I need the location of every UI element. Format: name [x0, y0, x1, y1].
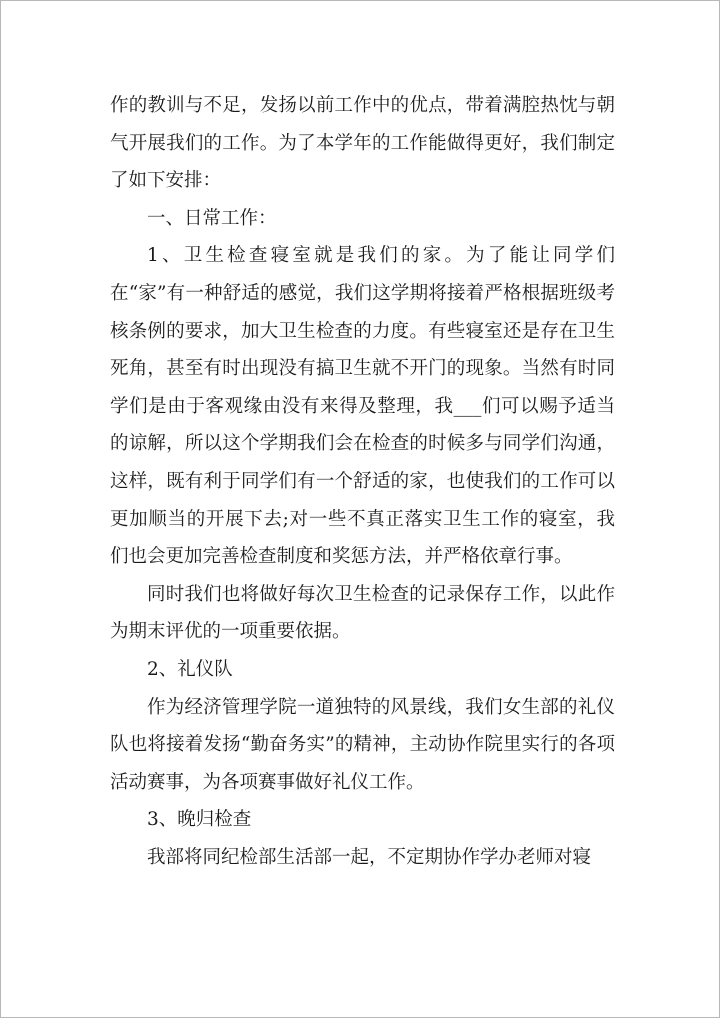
paragraph: 我部将同纪检部生活部一起，不定期协作学办老师对寝 — [147, 846, 592, 868]
document-body — [110, 87, 615, 876]
section-heading-daily-work: 一、日常工作： — [147, 207, 277, 229]
subheading-late-return-check: 3、晚归检查 — [147, 809, 252, 831]
paragraph: 作的教训与不足，发扬以前工作中的优点，带着满腔热忱与朝气开展我们的工作。为了本学年的工作能做得更好，我们制定了如下安排： — [110, 95, 615, 192]
paragraph: 同时我们也将做好每次卫生检查的记录保存工作，以此作为期末评优的一项重要依据。 — [110, 583, 615, 643]
subheading-etiquette-team: 2、礼仪队 — [147, 658, 233, 680]
paragraph: 1、卫生检查寝室就是我们的家。为了能让同学们在“家”有一种舒适的感觉，我们这学期将接着严格根据班级考核条例的要求，加大卫生检查的力度。有些寝室还是存在卫生死角，甚至有时出现没有搞卫生就不开门的现象。当然有时同学们是由于客观缘由没有来得及整理，我___们可以赐予适当的谅解，所以这个学期我们会在检查的时候多与同学们沟通，这样，既有利于同学们有一个舒适的家，也使我们的工作可以更加顺当的开展下去;对一些不真正落实卫生工作的寝室，我们也会更加完善检查制度和奖惩方法，并严格依章行事。 — [110, 245, 615, 568]
paragraph: 作为经济管理学院一道独特的风景线，我们女生部的礼仪队也将接着发扬“勤奋务实”的精神，主动协作院里实行的各项活动赛事，为各项赛事做好礼仪工作。 — [110, 696, 615, 793]
